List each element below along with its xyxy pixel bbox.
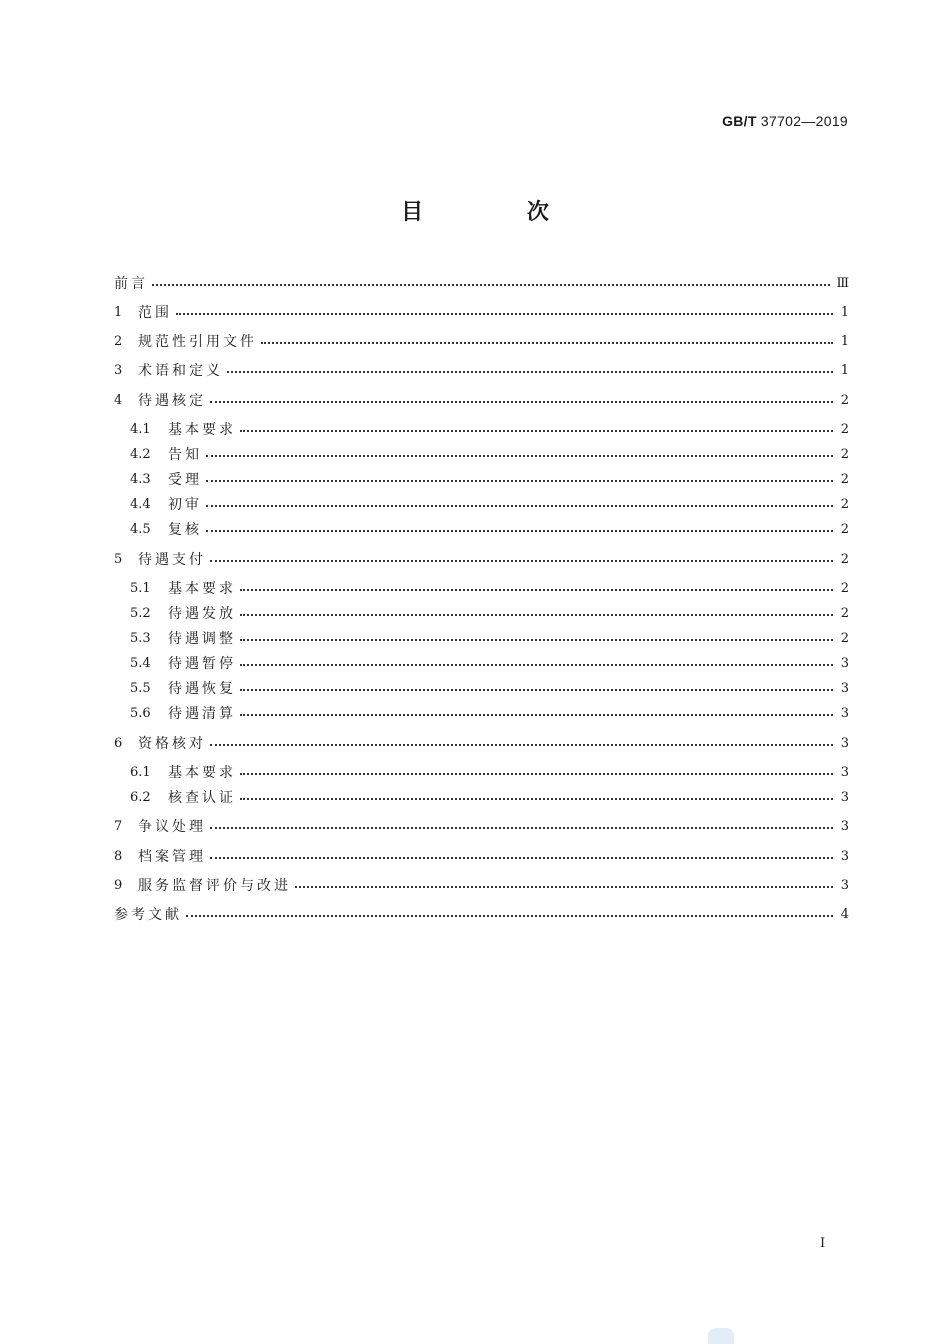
toc-entry-number: 4.2 <box>130 447 151 462</box>
toc-entry-number: 5 <box>114 552 123 567</box>
toc-entry-number: 6.1 <box>130 765 151 780</box>
toc-entry-2[interactable] <box>114 332 849 352</box>
toc-entry-number: 8 <box>114 849 123 864</box>
toc-entry-label: 规范性引用文件 <box>138 334 257 350</box>
toc-entry-page: Ⅲ <box>836 276 849 291</box>
toc-entry-page: 2 <box>840 393 849 408</box>
toc-entry-5-1[interactable] <box>130 579 849 599</box>
toc-leader <box>152 284 830 286</box>
toc-entry-5[interactable] <box>114 550 849 570</box>
toc-leader <box>240 430 833 432</box>
toc-entry-foreword[interactable] <box>114 274 849 294</box>
toc-entry-number: 4.4 <box>130 497 151 512</box>
toc-entry-label: 基本要求 <box>168 581 236 597</box>
toc-leader <box>240 589 833 591</box>
toc-leader <box>261 342 833 344</box>
toc-entry-page: 2 <box>840 422 849 437</box>
toc-entry-number: 5.1 <box>130 581 151 596</box>
toc-entry-label: 前言 <box>114 276 148 292</box>
toc-entry-bibliography[interactable] <box>114 905 849 925</box>
toc-entry-page: 3 <box>840 656 849 671</box>
toc-entry-page: 3 <box>840 765 849 780</box>
standard-number: 37702—2019 <box>760 113 848 129</box>
toc-entry-9[interactable] <box>114 876 849 896</box>
toc-entry-page: 2 <box>840 522 849 537</box>
toc-leader <box>240 614 833 616</box>
watermark-logo-icon <box>708 1328 734 1344</box>
toc-entry-6-2[interactable] <box>130 788 849 808</box>
toc-entry-label: 待遇支付 <box>138 552 206 568</box>
toc-entry-page: 3 <box>840 736 849 751</box>
toc-entry-number: 5.5 <box>130 681 151 696</box>
toc-entry-page: 2 <box>840 581 849 596</box>
toc-entry-label: 争议处理 <box>138 819 206 835</box>
toc-leader <box>240 689 833 691</box>
toc-entry-page: 2 <box>840 472 849 487</box>
toc-entry-number: 9 <box>114 878 123 893</box>
toc-entry-5-3[interactable] <box>130 629 849 649</box>
toc-entry-4-4[interactable] <box>130 495 849 515</box>
toc-leader <box>240 639 833 641</box>
toc-entry-page: 2 <box>840 447 849 462</box>
toc-leader <box>240 664 833 666</box>
toc-entry-number: 4.1 <box>130 422 151 437</box>
toc-leader <box>186 915 833 917</box>
toc-entry-page: 4 <box>840 907 849 922</box>
toc-entry-number: 1 <box>114 305 123 320</box>
toc-entry-page: 1 <box>840 334 849 349</box>
toc-leader <box>206 480 833 482</box>
page-title: 目 次 <box>401 200 597 225</box>
toc-entry-6[interactable] <box>114 734 849 754</box>
toc-entry-1[interactable] <box>114 303 849 323</box>
toc-entry-number: 4.3 <box>130 472 151 487</box>
standard-prefix: GB/T <box>722 113 757 129</box>
toc-entry-label: 术语和定义 <box>138 363 223 379</box>
toc-entry-5-5[interactable] <box>130 679 849 699</box>
toc-leader <box>210 857 833 859</box>
toc-leader <box>240 798 833 800</box>
toc-entry-label: 档案管理 <box>138 849 206 865</box>
toc-entry-page: 3 <box>840 849 849 864</box>
toc-entry-page: 2 <box>840 631 849 646</box>
toc-leader <box>227 371 833 373</box>
toc-entry-page: 2 <box>840 606 849 621</box>
toc-leader <box>206 505 833 507</box>
page-number: I <box>820 1236 826 1251</box>
toc-entry-number: 5.3 <box>130 631 151 646</box>
toc-entry-page: 2 <box>840 497 849 512</box>
toc-entry-label: 范围 <box>138 305 172 321</box>
toc-entry-number: 7 <box>114 819 123 834</box>
toc-entry-number: 4.5 <box>130 522 151 537</box>
standard-code <box>722 113 848 129</box>
toc-leader <box>210 401 833 403</box>
toc-entry-8[interactable] <box>114 847 849 867</box>
toc-entry-label: 告知 <box>168 447 202 463</box>
toc-entry-label: 基本要求 <box>168 422 236 438</box>
toc-entry-page: 1 <box>840 305 849 320</box>
toc-leader <box>210 560 833 562</box>
toc-entry-page: 3 <box>840 681 849 696</box>
toc-leader <box>210 744 833 746</box>
toc-leader <box>176 313 833 315</box>
toc-entry-page: 3 <box>840 819 849 834</box>
toc-entry-5-6[interactable] <box>130 704 849 724</box>
toc-entry-number: 6.2 <box>130 790 151 805</box>
toc-entry-4-1[interactable] <box>130 420 849 440</box>
toc-entry-label: 服务监督评价与改进 <box>138 878 291 894</box>
toc-entry-4-5[interactable] <box>130 520 849 540</box>
toc-entry-5-2[interactable] <box>130 604 849 624</box>
toc-entry-4-2[interactable] <box>130 445 849 465</box>
toc-entry-page: 1 <box>840 363 849 378</box>
toc-entry-label: 核查认证 <box>168 790 236 806</box>
toc-entry-number: 5.6 <box>130 706 151 721</box>
toc-entry-number: 6 <box>114 736 123 751</box>
toc-entry-page: 3 <box>840 790 849 805</box>
toc-entry-label: 待遇发放 <box>168 606 236 622</box>
toc-entry-3[interactable] <box>114 361 849 381</box>
toc-entry-number: 4 <box>114 393 123 408</box>
toc-entry-7[interactable] <box>114 817 849 837</box>
toc-entry-label: 资格核对 <box>138 736 206 752</box>
toc-leader <box>240 773 833 775</box>
toc-entry-label: 基本要求 <box>168 765 236 781</box>
toc-entry-label: 待遇恢复 <box>168 681 236 697</box>
toc-entry-label: 待遇暂停 <box>168 656 236 672</box>
toc-entry-page: 2 <box>840 552 849 567</box>
toc-entry-label: 初审 <box>168 497 202 513</box>
toc-entry-label: 待遇清算 <box>168 706 236 722</box>
toc-entry-number: 2 <box>114 334 123 349</box>
toc-entry-6-1[interactable] <box>130 763 849 783</box>
toc-entry-label: 待遇调整 <box>168 631 236 647</box>
toc-entry-number: 3 <box>114 363 123 378</box>
toc-entry-5-4[interactable] <box>130 654 849 674</box>
toc-entry-number: 5.2 <box>130 606 151 621</box>
toc-entry-page: 3 <box>840 706 849 721</box>
toc-leader <box>240 714 833 716</box>
toc-entry-number: 5.4 <box>130 656 151 671</box>
toc-leader <box>295 886 833 888</box>
toc-leader <box>206 455 833 457</box>
toc-entry-label: 复核 <box>168 522 202 538</box>
toc-entry-label: 参考文献 <box>114 907 182 923</box>
toc-entry-page: 3 <box>840 878 849 893</box>
toc-leader <box>206 530 833 532</box>
toc-entry-4[interactable] <box>114 391 849 411</box>
toc-entry-label: 待遇核定 <box>138 393 206 409</box>
toc-entry-4-3[interactable] <box>130 470 849 490</box>
toc-entry-label: 受理 <box>168 472 202 488</box>
toc-leader <box>210 827 833 829</box>
